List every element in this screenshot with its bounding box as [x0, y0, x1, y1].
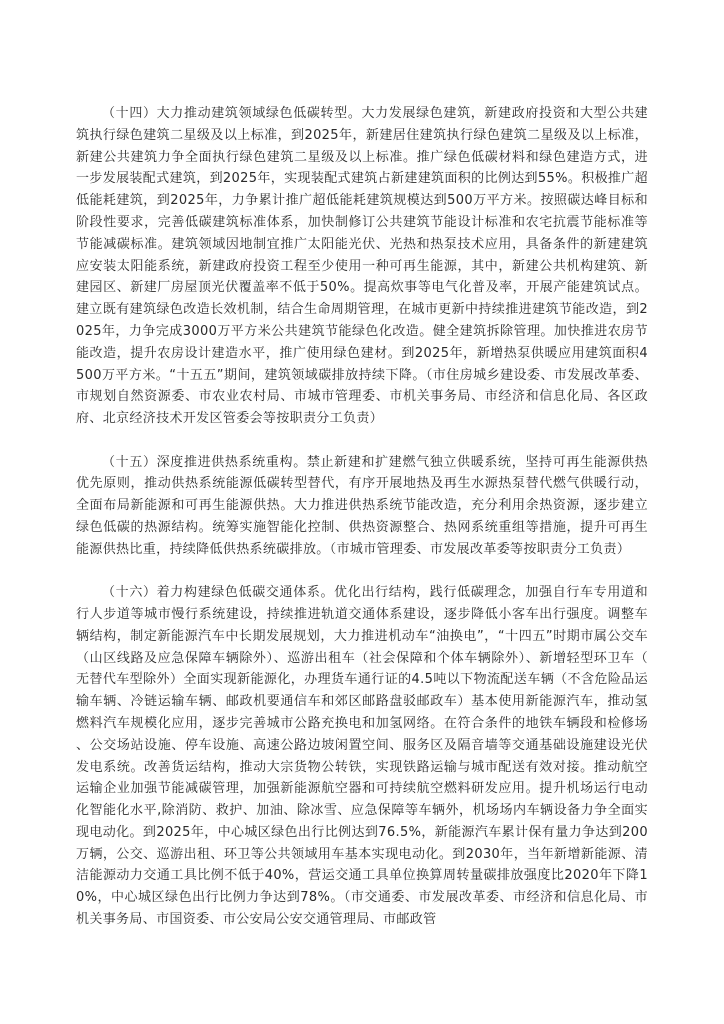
- paragraph-section-15: （十五）深度推进供热系统重构。禁止新建和扩建燃气独立供暖系统，坚持可再生能源供热优先原则，推动供热系统能源低碳转型替代，有序开展地热及再生水源热泵替代燃气供暖行动，全面布局新能源和可再生能源供热。大力推进供热系统节能改造，充分利用余热资源，逐步建立绿色低碳的热源结构。统筹实施智能化控制、供热资源整合、热网系统重组等措施，提升可再生能源供热比重，持续降低供热系统碳排放。（市城市管理委、市发展改革委等按职责分工负责）: [76, 454, 648, 557]
- paragraph-section-14: （十四）大力推动建筑领域绿色低碳转型。大力发展绿色建筑，新建政府投资和大型公共建筑执行绿色建筑二星级及以上标准，到2025年，新建居住建筑执行绿色建筑二星级及以上标准，新建公共建筑力争全面执行绿色建筑二星级及以上标准。推广绿色低碳材料和绿色建造方式，进一步发展装配式建筑，到2025年，实现装配式建筑占新建建筑面积的比例达到55%。积极推广超低能耗建筑，到2025年，力争累计推广超低能耗建筑规模达到500万平方米。按照碳达峰目标和阶段性要求，完善低碳建筑标准体系，加快制修订公共建筑节能设计标准和农宅抗震节能标准等节能减碳标准。建筑领域因地制宜推广太阳能光伏、光热和热泵技术应用，具备条件的新建建筑应安装太阳能系统，新建政府投资工程至少使用一种可再生能源，其中，新建公共机构建筑、新建园区、新建厂房屋顶光伏覆盖率不低于50%。提高炊事等电气化普及率，开展产能建筑试点。建立既有建筑绿色改造长效机制，结合生命周期管理，在城市更新中持续推进建筑节能改造，到2025年，力争完成3000万平方米公共建筑节能绿色化改造。健全建筑拆除管理。加快推进农房节能改造，提升农房设计建造水平，推广使用绿色建材。到2025年，新增热泵供暖应用建筑面积4500万平方米。“十五五”期间，建筑领域碳排放持续下降。（市住房城乡建设委、市发展改革委、市规划自然资源委、市农业农村局、市城市管理委、市机关事务局、市经济和信息化局、各区政府、北京经济技术开发区管委会等按职责分工负责）: [76, 106, 648, 427]
- paragraph-section-16: （十六）着力构建绿色低碳交通体系。优化出行结构，践行低碳理念，加强自行车专用道和行人步道等城市慢行系统建设，持续推进轨道交通体系建设，逐步降低小客车出行强度。调整车辆结构，制定新能源汽车中长期发展规划，大力推进机动车“油换电”，“十四五”时期市属公交车（山区线路及应急保障车辆除外）、巡游出租车（社会保障和个体车辆除外）、新增轻型环卫车（无替代车型除外）全面实现新能源化，办理货车通行证的4.5吨以下物流配送车辆（不含危险品运输车辆、冷链运输车辆、邮政机要通信车和郊区邮路盘驳邮政车）基本使用新能源汽车，推动氢燃料汽车规模化应用，逐步完善城市公路充换电和加氢网络。在符合条件的地铁车辆段和检修场、公交场站设施、停车设施、高速公路边坡闲置空间、服务区及隔音墙等交通基础设施建设光伏发电系统。改善货运结构，推动大宗货物公转铁，实现铁路运输与城市配送有效对接。推动航空运输企业加强节能减碳管理，加强新能源航空器和可持续航空燃料研发应用。提升机场运行电动化智能化水平,除消防、救护、加油、除冰雪、应急保障等车辆外，机场场内车辆设备力争全面实现电动化。到2025年，中心城区绿色出行比例达到76.5%，新能源汽车累计保有量力争达到200万辆，公交、巡游出租、环卫等公共领域用车基本实现电动化。到2030年，当年新增新能源、清洁能源动力交通工具比例不低于40%，营运交通工具单位换算周转量碳排放强度比2020年下降10%，中心城区绿色出行比例力争达到78%。（市交通委、市发展改革委、市经济和信息化局、市机关事务局、市国资委、市公安局公安交通管理局、市邮政管: [76, 585, 648, 928]
